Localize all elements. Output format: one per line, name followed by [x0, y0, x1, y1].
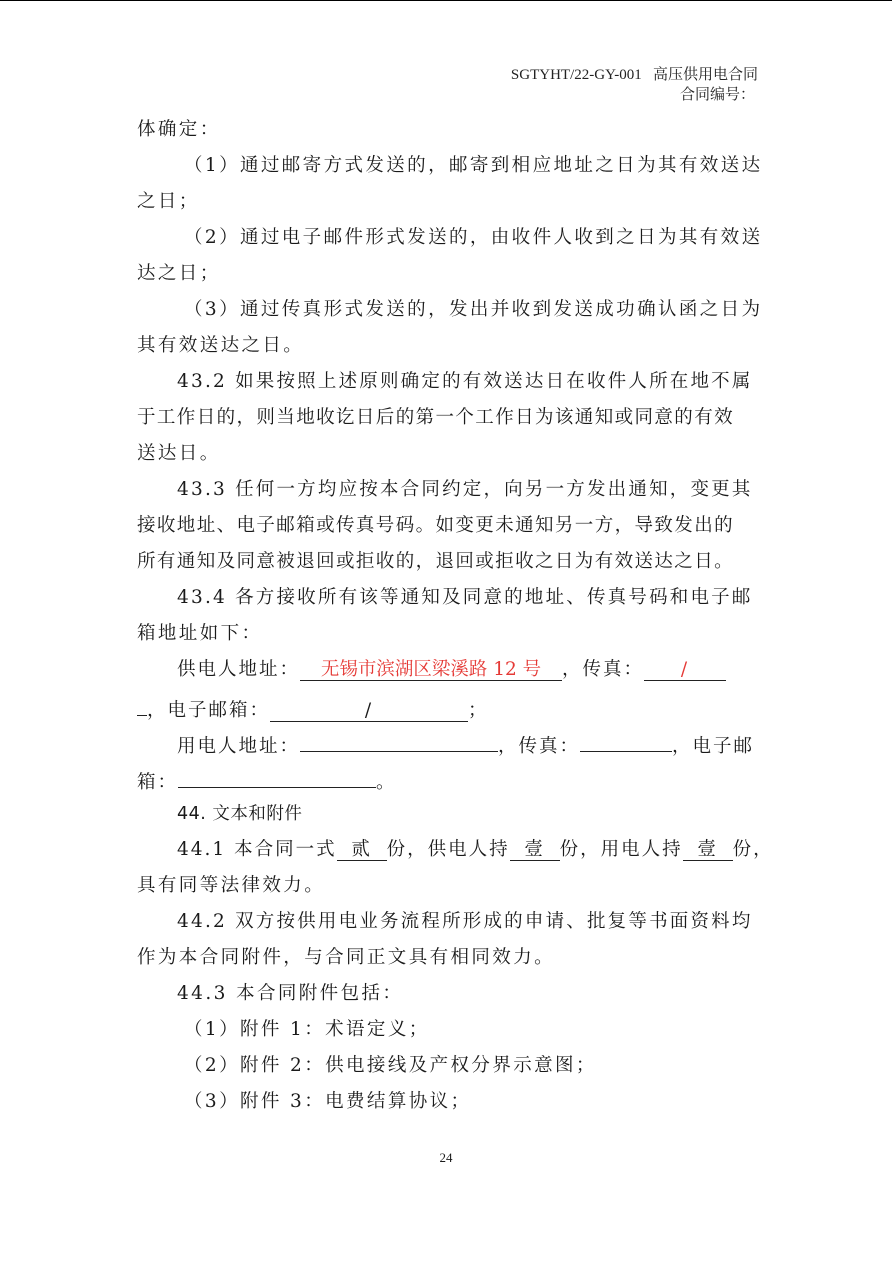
period: 。: [376, 772, 397, 793]
text-line: 所有通知及同意被退回或拒收的，退回或拒收之日为有效送达之日。: [137, 551, 735, 572]
text-line: 43.3 任何一方均应按本合同约定，向另一方发出通知，变更其: [177, 479, 753, 500]
supplier-email-field[interactable]: /: [270, 700, 468, 722]
supplier-address-field[interactable]: 无锡市滨湖区梁溪路 12 号: [300, 659, 562, 681]
text-line: 44.2 双方按供用电业务流程所形成的申请、批复等书面资料均: [177, 911, 753, 932]
email-label: ，电子邮箱：: [147, 700, 271, 721]
user-email-label: ，电子邮: [672, 736, 755, 757]
user-email-label-cont: 箱：: [137, 772, 179, 793]
attachment-item: （3）附件 3：电费结算协议；: [184, 1091, 472, 1112]
copies-user-field[interactable]: 壹: [683, 839, 733, 861]
fax-label: ，传真：: [562, 659, 645, 680]
page-top-border: [0, 0, 892, 1]
semicolon: ；: [468, 700, 489, 721]
supplier-contact-line: [0, 658, 892, 694]
attachment-item: （1）附件 1：术语定义；: [184, 1019, 430, 1040]
text-line: 接收地址、电子邮箱或传真号码。如变更未通知另一方，导致发出的: [137, 515, 735, 536]
text-line: 具有同等法律效力。: [137, 875, 326, 896]
user-fax-field[interactable]: [580, 730, 672, 752]
user-address-label: 用电人地址：: [177, 736, 301, 757]
text-line: （3）通过传真形式发送的，发出并收到发送成功确认函之日为: [184, 299, 763, 320]
text-line: 作为本合同附件，与合同正文具有相同效力。: [137, 947, 556, 968]
copies-line: 44.1 本合同一式 贰 份，供电人持 壹 份，用电人持 壹 份，: [177, 839, 774, 860]
text-line: （1）通过邮寄方式发送的，邮寄到相应地址之日为其有效送达: [184, 155, 763, 176]
text-line: 体确定：: [137, 119, 221, 140]
supplier-address-label: 供电人地址：: [177, 659, 301, 680]
section-44-title: 44. 文本和附件: [177, 804, 303, 824]
doc-header: [511, 66, 758, 84]
user-address-field[interactable]: [300, 730, 498, 752]
copies-total-field[interactable]: 贰: [337, 839, 387, 861]
text-line: 箱地址如下：: [137, 623, 263, 644]
supplier-email-line: [0, 694, 892, 730]
attachment-item: （2）附件 2：供电接线及产权分界示意图；: [184, 1055, 597, 1076]
text-line: 达之日；: [137, 263, 221, 284]
page-number: 24: [439, 1150, 453, 1165]
text-line: （2）通过电子邮件形式发送的，由收件人收到之日为其有效送: [184, 227, 763, 248]
fax-underline-continuation: [137, 694, 147, 716]
copies-supplier-field[interactable]: 壹: [510, 839, 560, 861]
supplier-fax-field[interactable]: /: [644, 659, 726, 681]
doc-title: 高压供用电合同: [652, 67, 758, 83]
section-heading: [0, 802, 892, 838]
user-contact-line: [0, 730, 892, 766]
text-line: 送达日。: [137, 443, 221, 464]
text-line: 其有效送达之日。: [137, 335, 305, 356]
doc-code: SGTYHT/22-GY-001: [510, 67, 642, 83]
user-fax-label: ，传真：: [498, 736, 581, 757]
text-line: 43.4 各方接收所有该等通知及同意的地址、传真号码和电子邮: [177, 587, 753, 608]
text-line: 43.2 如果按照上述原则确定的有效送达日在收件人所在地不属: [177, 371, 753, 392]
text-line: 于工作日的，则当地收讫日后的第一个工作日为该通知或同意的有效: [137, 407, 735, 428]
text-line: 之日；: [137, 191, 200, 212]
text-line: 44.3 本合同附件包括：: [177, 983, 404, 1004]
user-email-field[interactable]: [178, 766, 376, 788]
contract-number-label: 合同编号：: [679, 87, 755, 103]
user-email-line: [0, 766, 892, 802]
